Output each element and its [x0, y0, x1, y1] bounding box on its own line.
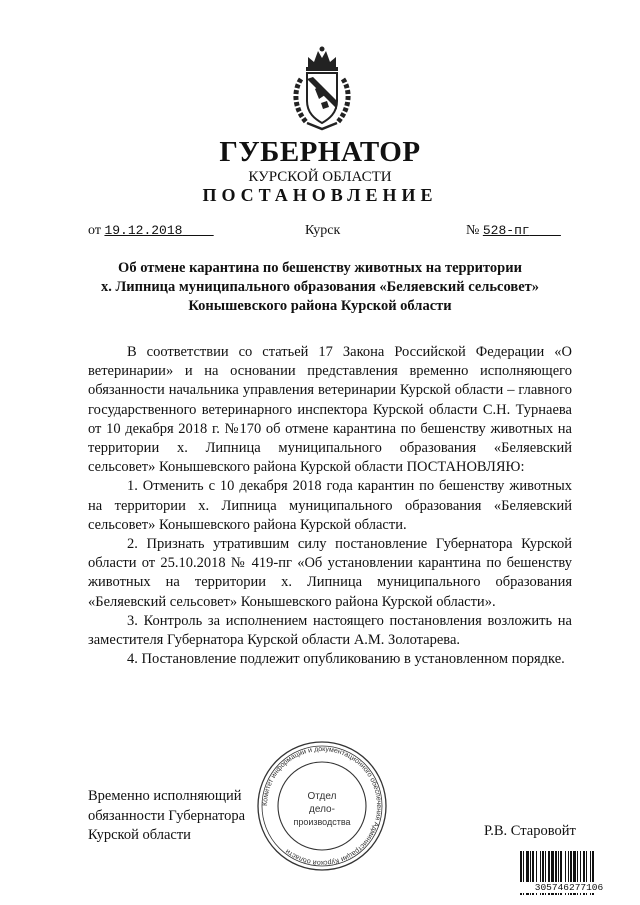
date-field: [88, 223, 214, 239]
signatory-position: [88, 787, 245, 846]
stamp-center-line: дело-: [309, 804, 335, 815]
number-value: 528-пг: [482, 223, 530, 238]
stamp-ring-text: Комитет информации и документационного обеспечения Администрации Курской области: [261, 745, 383, 867]
document-subject: [0, 259, 640, 316]
document-region: КУРСКОЙ ОБЛАСТИ: [248, 169, 392, 185]
office-stamp: [254, 739, 390, 873]
preamble-paragraph: В соответствии со статьей 17 Закона Российской Федерации «О ветеринарии» и на основании представления временно исполняющего обязанности начальника управления ветеринарии Курской области – главного государственного ветеринарного инспектора Курской области С.Н. Турнаева от 10 декабря 2018 г. №170 об отмене карантина по бешенству животных на территории х. Липница муниципального образования «Беляевский сельсовет» Конышевского района Курской области ПОСТАНОВЛЯЮ:: [88, 344, 572, 476]
number-field: [466, 223, 561, 239]
document-type: ПОСТАНОВЛЕНИЕ: [202, 185, 438, 205]
item-paragraph: 1. Отменить с 10 декабря 2018 года карантин по бешенству животных на территории х. Липница муниципального образования «Беляевский сельсовет» Конышевского района Курской области.: [88, 478, 572, 533]
coat-of-arms-icon: [291, 45, 353, 131]
position-line: Временно исполняющий: [88, 788, 242, 804]
subject-line: Конышевского района Курской области: [188, 298, 452, 314]
signatory-name: Р.В. Старовойт: [484, 823, 576, 839]
item-paragraph: 4. Постановление подлежит опубликованию в установленном порядке.: [127, 651, 565, 668]
date-prefix: от: [88, 223, 101, 238]
item-paragraph: 3. Контроль за исполнением настоящего постановления возложить на заместителя Губернатора Курской области А.М. Золотарева.: [88, 612, 572, 649]
document-body: [88, 343, 572, 669]
barcode-number: 305746277106: [519, 882, 619, 893]
subject-line: Об отмене карантина по бешенству животных на территории: [118, 260, 522, 276]
city: Курск: [305, 223, 341, 238]
stamp-center-line: производства: [293, 817, 351, 827]
date-value: 19.12.2018: [104, 223, 183, 238]
position-line: обязанности Губернатора: [88, 807, 246, 824]
subject-line: х. Липница муниципального образования «Беляевский сельсовет»: [100, 279, 540, 295]
position-line: Курской области: [88, 827, 191, 843]
item-paragraph: 2. Признать утратившим силу постановление Губернатора Курской области от 25.10.2018 № 419-пг «Об установлении карантина по бешенству животных на территории х. Липница муниципального образования «Беляевский сельсовет» Конышевского района Курской области».: [88, 536, 572, 610]
stamp-center-line: Отдел: [307, 791, 337, 802]
document-title: ГУБЕРНАТОР: [219, 136, 421, 168]
number-prefix: №: [466, 223, 480, 238]
